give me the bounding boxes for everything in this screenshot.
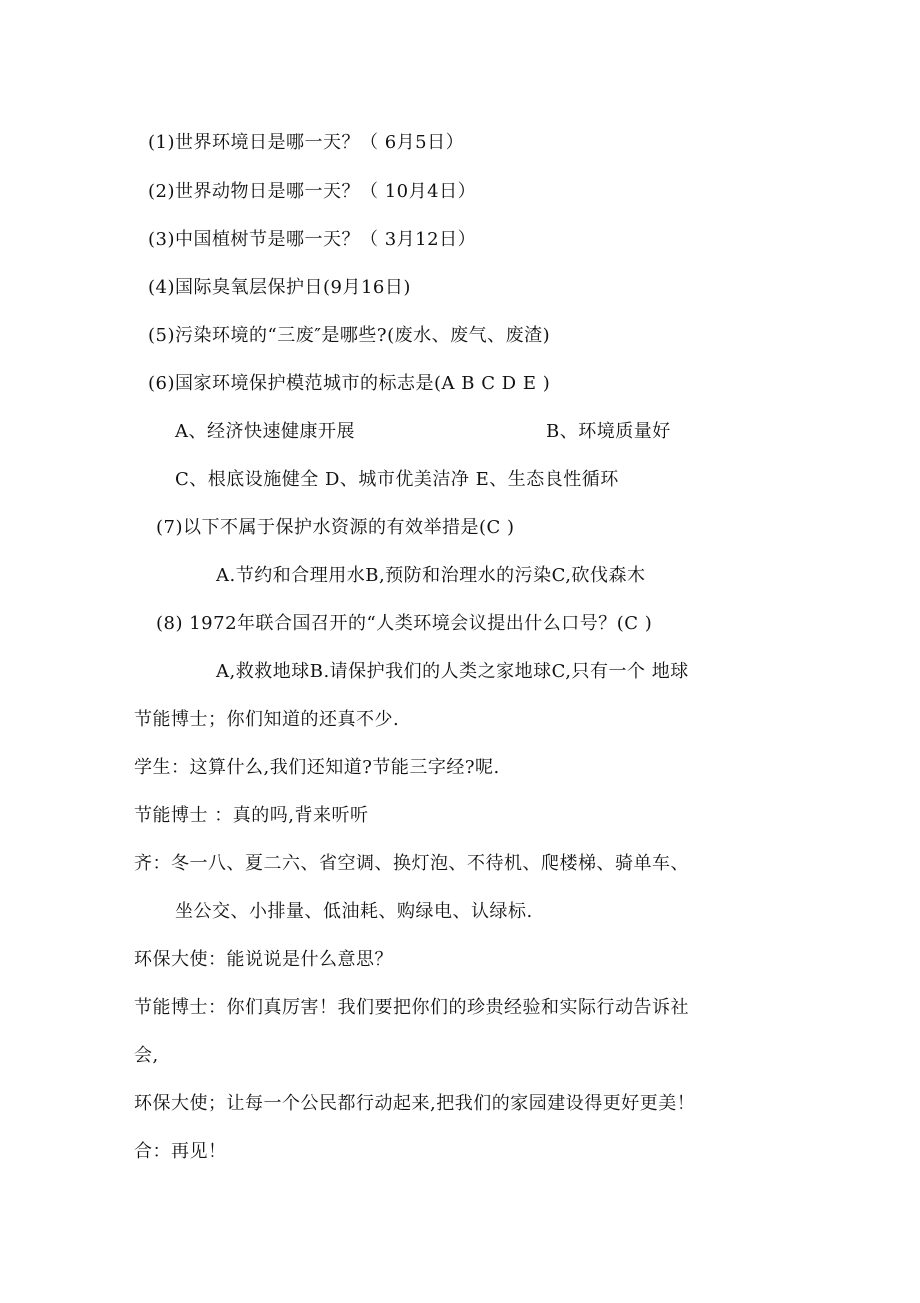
quiz-question-6-options-cde: C、根底设施健全 D、城市优美洁净 E、生态良性循环 — [175, 469, 619, 490]
dialogue-line-4: 齐：冬一八、夏二六、省空调、换灯泡、不待机、爬楼梯、骑单车、 — [134, 853, 689, 874]
quiz-question-6: (6)国家环境保护模范城市的标志是(A B C D E ) — [148, 373, 551, 394]
quiz-question-8: (8) 1972年联合国召开的“人类环境会议提出什么口号？(C ) — [156, 613, 653, 634]
dialogue-line-7: 环保大使；让每一个公民都行动起来,把我们的家园建设得更好更美！ — [134, 1093, 696, 1114]
dialogue-line-4-continued: 坐公交、小排量、低油耗、购绿电、认绿标. — [175, 901, 533, 922]
quiz-question-6-option-a: A、经济快速健康开展 — [175, 421, 355, 442]
dialogue-line-1: 节能博士；你们知道的还真不少. — [134, 709, 400, 730]
dialogue-line-8: 合：再见！ — [134, 1141, 227, 1162]
quiz-question-1: (1)世界环境日是哪一天？（ 6月5日） — [148, 132, 465, 153]
quiz-question-8-options: A,救救地球B.请保护我们的人类之家地球C,只有一个 地球 — [216, 661, 689, 682]
quiz-question-2: (2)世界动物日是哪一天？（ 10月4日） — [148, 181, 477, 202]
dialogue-line-6-continued: 会, — [134, 1045, 159, 1066]
quiz-question-7: (7)以下不属于保护水资源的有效举措是(C ) — [156, 517, 515, 538]
quiz-question-6-option-b: B、环境质量好 — [546, 421, 671, 442]
dialogue-line-3: 节能博士 ：真的吗,背来听听 — [134, 805, 369, 826]
dialogue-line-5: 环保大使：能说说是什么意思？ — [134, 949, 393, 970]
dialogue-line-2: 学生：这算什么,我们还知道?节能三字经?呢. — [134, 757, 500, 778]
quiz-question-5: (5)污染环境的“三废″是哪些?(废水、废气、废渣) — [148, 325, 551, 346]
dialogue-line-6: 节能博士：你们真厉害！我们要把你们的珍贵经验和实际行动告诉社 — [134, 997, 689, 1018]
quiz-question-7-options: A.节约和合理用水B,预防和治理水的污染C,砍伐森木 — [216, 565, 646, 586]
quiz-question-4: (4)国际臭氧层保护日(9月16日) — [148, 277, 411, 298]
quiz-question-3: (3)中国植树节是哪一天？（ 3月12日） — [148, 229, 477, 250]
